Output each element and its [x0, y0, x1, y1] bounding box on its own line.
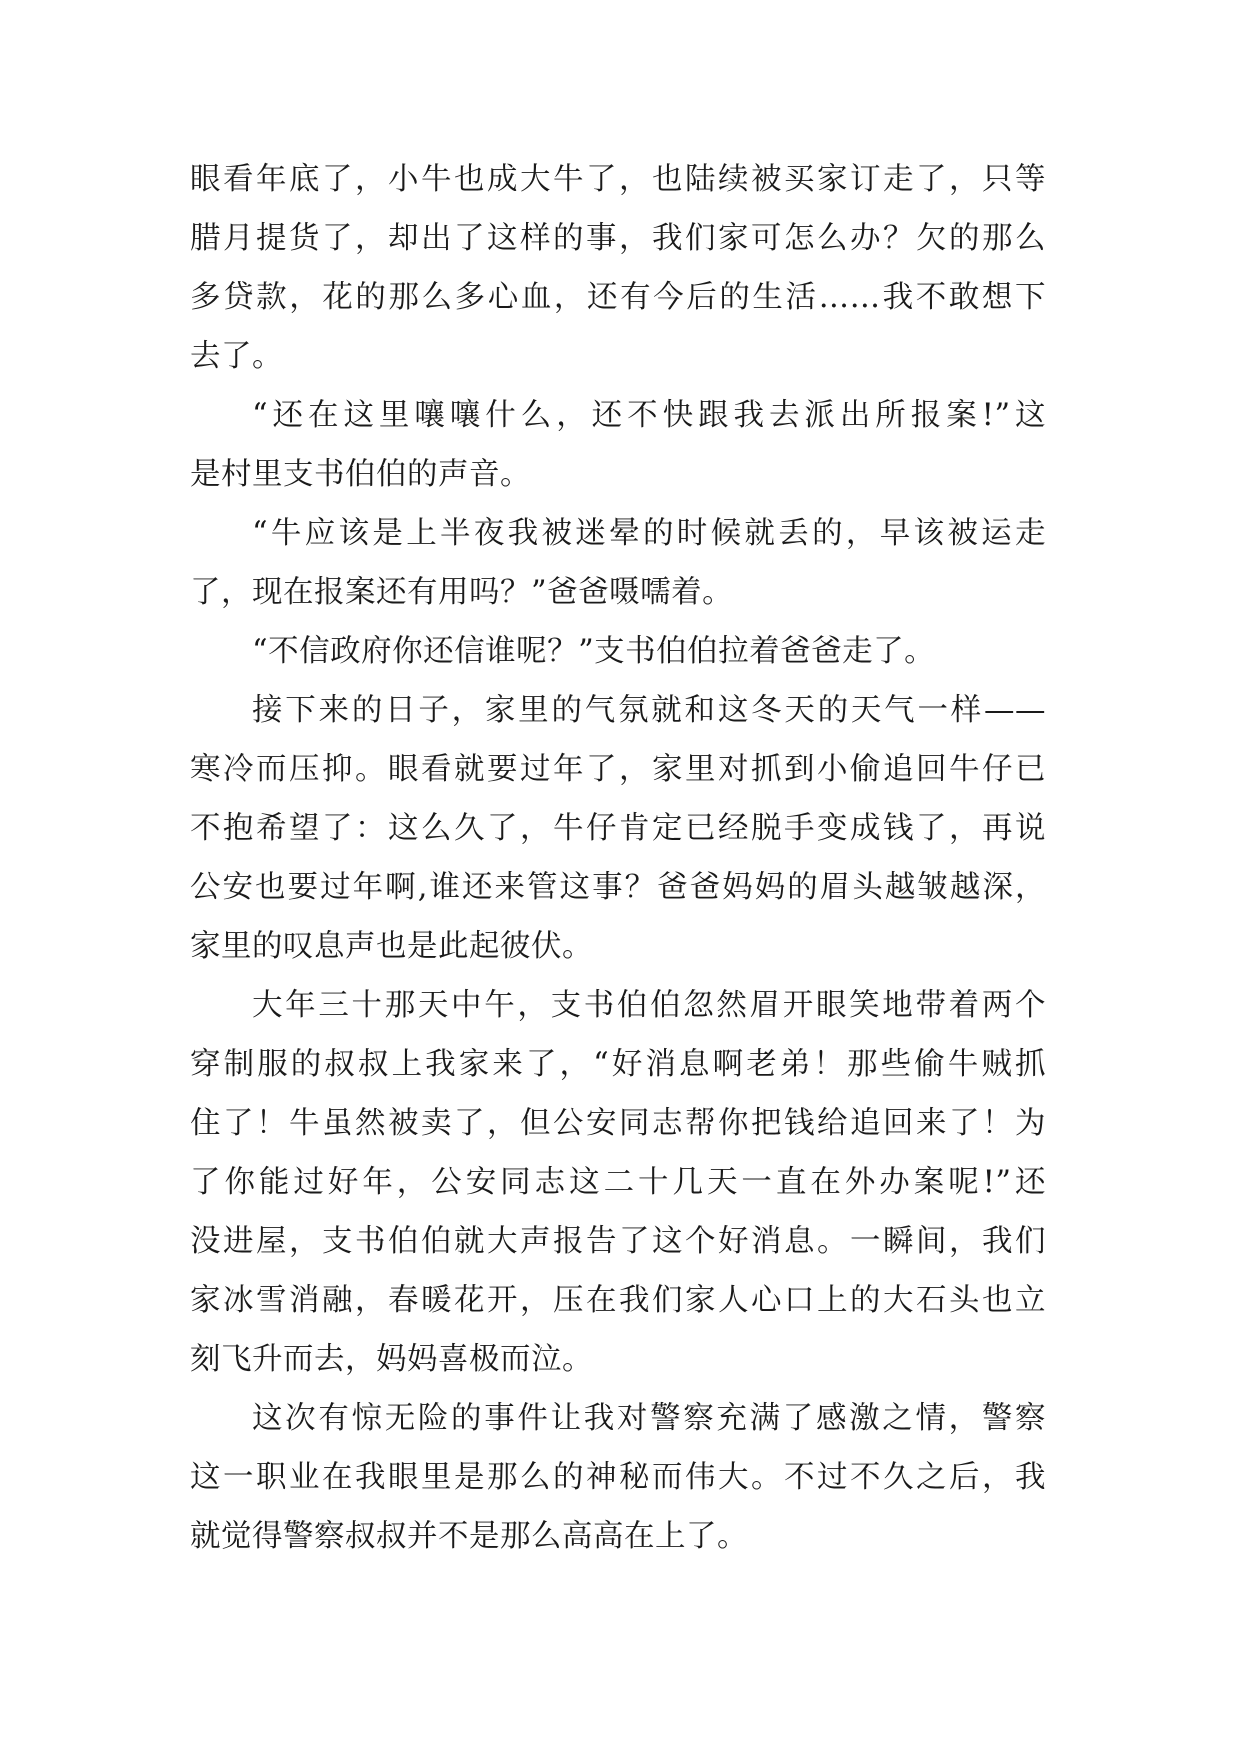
text-line: “牛应该是上半夜我被迷晕的时候就丢的，早该被运走	[252, 516, 1046, 551]
text-line: “不信政府你还信谁呢？”支书伯伯拉着爸爸走了。	[252, 634, 936, 669]
text-line: 大年三十那天中午，支书伯伯忽然眉开眼笑地带着两个	[252, 988, 1046, 1023]
text-line: 就觉得警察叔叔并不是那么高高在上了。	[190, 1519, 748, 1554]
text-line: 是村里支书伯伯的声音。	[190, 457, 531, 492]
text-line: 了，现在报案还有用吗？”爸爸嗫嚅着。	[190, 575, 734, 610]
text-line: 多贷款，花的那么多心血，还有今后的生活……我不敢想下	[190, 280, 1046, 315]
text-line: 了你能过好年，公安同志这二十几天一直在外办案呢!”还	[190, 1165, 1046, 1200]
text-line: 家里的叹息声也是此起彼伏。	[190, 929, 593, 964]
text-line: 穿制服的叔叔上我家来了，“好消息啊老弟！那些偷牛贼抓	[190, 1047, 1046, 1082]
text-line: 去了。	[190, 339, 283, 374]
text-line: 这次有惊无险的事件让我对警察充满了感激之情，警察	[252, 1401, 1046, 1436]
text-line: 接下来的日子，家里的气氛就和这冬天的天气一样——	[252, 693, 1046, 728]
text-line: 这一职业在我眼里是那么的神秘而伟大。不过不久之后，我	[190, 1460, 1046, 1495]
text-line: 不抱希望了：这么久了，牛仔肯定已经脱手变成钱了，再说	[190, 811, 1046, 846]
text-line: 寒冷而压抑。眼看就要过年了，家里对抓到小偷追回牛仔已	[190, 752, 1046, 787]
text-line: 刻飞升而去，妈妈喜极而泣。	[190, 1342, 593, 1377]
text-line: “还在这里嚷嚷什么，还不快跟我去派出所报案!”这	[252, 398, 1046, 433]
text-line: 公安也要过年啊,谁还来管这事？爸爸妈妈的眉头越皱越深，	[190, 870, 1046, 905]
text-line: 家冰雪消融，春暖花开，压在我们家人心口上的大石头也立	[190, 1283, 1046, 1318]
text-line: 眼看年底了，小牛也成大牛了，也陆续被买家订走了，只等	[190, 162, 1046, 197]
text-line: 腊月提货了，却出了这样的事，我们家可怎么办？欠的那么	[190, 221, 1046, 256]
text-line: 没进屋，支书伯伯就大声报告了这个好消息。一瞬间，我们	[190, 1224, 1046, 1259]
body-text	[190, 150, 1046, 1566]
text-line: 住了！牛虽然被卖了，但公安同志帮你把钱给追回来了！为	[190, 1106, 1046, 1141]
